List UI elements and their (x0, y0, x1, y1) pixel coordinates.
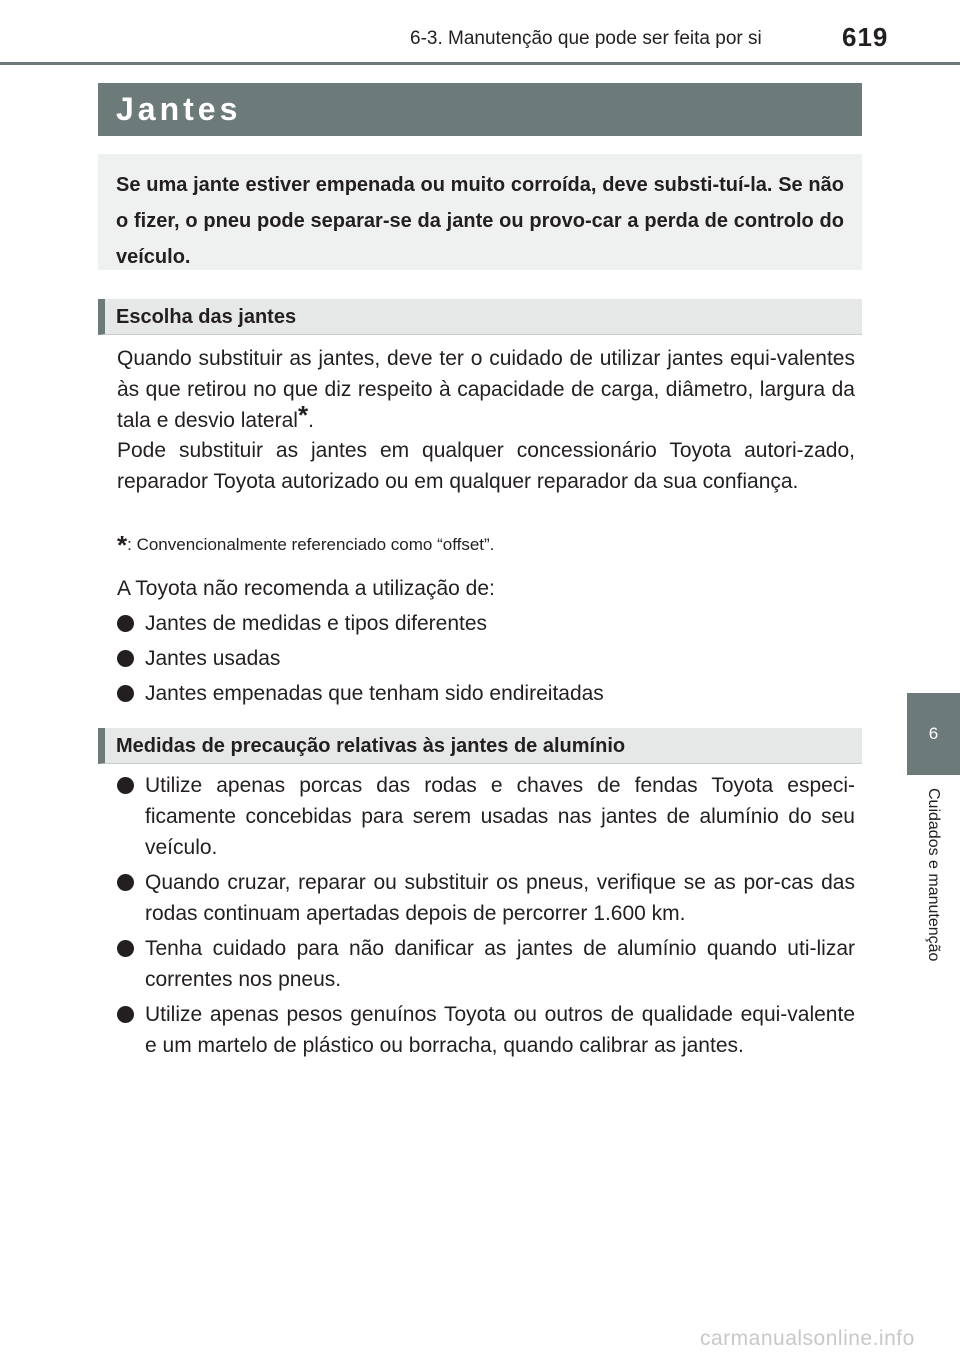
paragraph-replacement (117, 343, 855, 436)
paragraph-dealers: Pode substituir as jantes em qualquer concessionário Toyota autori-zado, reparador Toyota autorizado ou em qualquer reparador da sua confiança. (117, 439, 855, 493)
header-rule (0, 62, 960, 65)
not-recommended-list (117, 608, 855, 709)
list-item: Jantes empenadas que tenham sido endireitadas (117, 678, 855, 709)
list-item: Quando cruzar, reparar ou substituir os pneus, verifique se as por-cas das rodas continuam apertadas depois de percorrer 1.600 km. (117, 867, 855, 929)
page-number: 619 (842, 22, 889, 52)
footnote-text: : Convencionalmente referenciado como “offset”. (127, 535, 495, 554)
footnote-star: * (117, 530, 128, 560)
paragraph-replacement-text: Quando substituir as jantes, deve ter o cuidado de utilizar jantes equi-valentes às que retirou no que diz respeito à capacidade de carga, diâmetro, largura da tala e desvio lateral (117, 347, 855, 432)
precautions-list (117, 770, 855, 1061)
bullet-icon (117, 777, 134, 794)
running-header: 6-3. Manutenção que pode ser feita por si (410, 28, 762, 49)
bullet-icon (117, 615, 134, 632)
footnote (117, 530, 855, 560)
bullet-icon (117, 685, 134, 702)
paragraph-replacement-end: . (308, 409, 314, 432)
chapter-title: Cuidados e manutenção (925, 788, 942, 962)
watermark: carmanualsonline.info (700, 1327, 915, 1350)
page-title: Jantes (98, 83, 862, 136)
bullet-icon (117, 874, 134, 891)
footnote-marker: * (297, 400, 309, 430)
list-item: Jantes usadas (117, 643, 855, 674)
bullet-icon (117, 1006, 134, 1023)
list-intro: A Toyota não recomenda a utilização de: (117, 577, 495, 600)
list-item: Jantes de medidas e tipos diferentes (117, 608, 855, 639)
bullet-icon (117, 940, 134, 957)
list-item: Tenha cuidado para não danificar as jantes de alumínio quando uti-lizar correntes nos pneus. (117, 933, 855, 995)
intro-box: Se uma jante estiver empenada ou muito corroída, deve substi-tuí-la. Se não o fizer, o pneu pode separar-se da jante ou provo-car a perda de controlo do veículo. (98, 154, 862, 270)
chapter-tab: 6 (907, 693, 960, 775)
section-heading-alloy-precautions: Medidas de precaução relativas às jantes de alumínio (98, 728, 862, 764)
list-item: Utilize apenas porcas das rodas e chaves de fendas Toyota especi-ficamente concebidas para serem usadas nas jantes de alumínio do seu veículo. (117, 770, 855, 863)
list-item: Utilize apenas pesos genuínos Toyota ou outros de qualidade equi-valente e um martelo de plástico ou borracha, quando calibrar as jantes. (117, 999, 855, 1061)
bullet-icon (117, 650, 134, 667)
section-heading-wheel-choice: Escolha das jantes (98, 299, 862, 335)
